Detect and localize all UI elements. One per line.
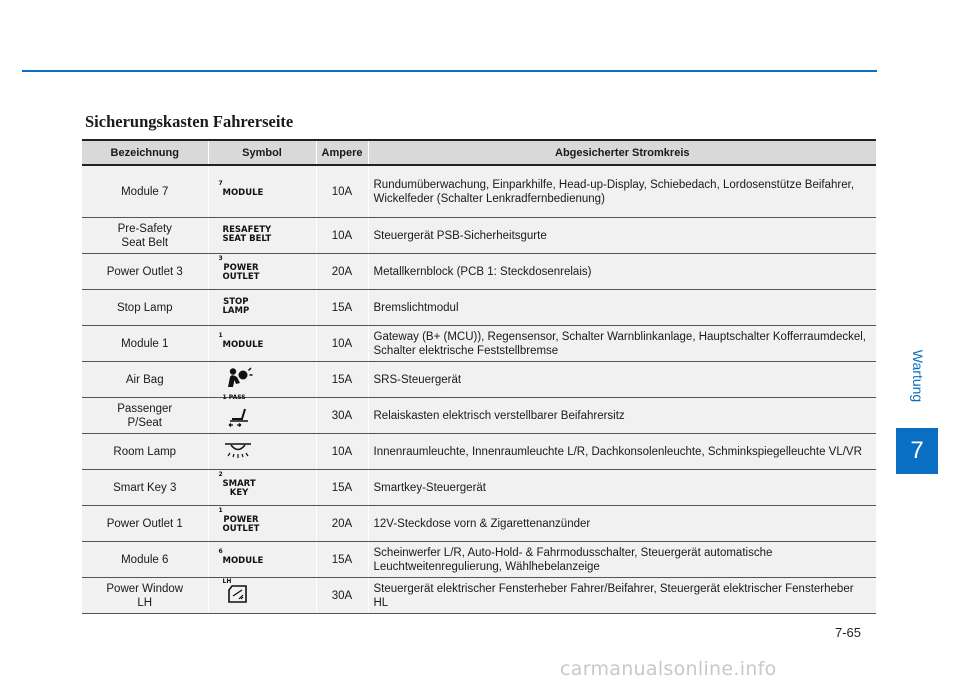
module-6-symbol [218, 547, 264, 566]
table-row [82, 398, 876, 434]
fuse-symbol-cell [208, 326, 316, 362]
table-row [82, 218, 876, 254]
fuse-ampere: 15A [316, 290, 368, 326]
fuse-circuit: Bremslichtmodul [368, 290, 876, 326]
fuse-circuit: Relaiskasten elektrisch verstellbarer Beifahrersitz [368, 398, 876, 434]
fuse-name: Stop Lamp [116, 301, 173, 314]
fuse-circuit: Metallkernblock (PCB 1: Steckdosenrelais) [368, 254, 876, 290]
fuse-name: Room Lamp [113, 445, 177, 458]
fuse-ampere: 15A [316, 470, 368, 506]
fuse-circuit: SRS-Steuergerät [368, 362, 876, 398]
fuse-circuit: 12V-Steckdose vorn & Zigarettenanzünder [368, 506, 876, 542]
symbol-text-line: SEAT BELT [222, 234, 272, 244]
fuse-ampere: 15A [316, 542, 368, 578]
column-header-stromkreis: Abgesicherter Stromkreis [368, 140, 876, 165]
module-7-symbol [218, 179, 264, 198]
symbol-text-line: OUTLET [222, 524, 260, 534]
fuse-name: Power Outlet 3 [106, 265, 183, 278]
fuse-ampere: 10A [316, 165, 368, 218]
fuse-circuit: Rundumüberwachung, Einparkhilfe, Head-up-Display, Schiebedach, Lordosenstütze Beifahrer, Wickelfeder (Schalter Lenkradfernbedienung) [368, 165, 876, 218]
symbol-label: 1 PASS [222, 393, 246, 401]
table-row [82, 165, 876, 218]
fuse-name: Module 6 [121, 553, 169, 566]
table-row [82, 542, 876, 578]
fuse-ampere: 10A [316, 326, 368, 362]
power-outlet-1-symbol [218, 507, 260, 534]
fuse-name-cell [82, 362, 208, 398]
fuse-name-cell [82, 326, 208, 362]
fuse-name-cell [82, 578, 208, 614]
fuse-table [82, 139, 876, 614]
stop-lamp-symbol [223, 298, 250, 316]
fuse-symbol-cell [208, 254, 316, 290]
fuse-circuit: Smartkey-Steuergerät [368, 470, 876, 506]
power-window-lh-icon [222, 577, 249, 604]
top-rule [22, 70, 877, 72]
symbol-text-line: STOP [223, 297, 249, 307]
fuse-name-cell [82, 254, 208, 290]
symbol-superscript: 6 [218, 547, 223, 555]
symbol-text-line: POWER [223, 263, 259, 273]
symbol-text-line: MODULE [222, 339, 264, 350]
symbol-label: LH [222, 577, 232, 585]
symbol-text-line: RESAFETY [222, 225, 272, 235]
power-outlet-3-symbol [218, 255, 260, 282]
table-row [82, 362, 876, 398]
fuse-circuit: Steuergerät elektrischer Fensterheber Fahrer/Beifahrer, Steuergerät elektrischer Fensterheber HL [368, 578, 876, 614]
fuse-name-cell [82, 165, 208, 218]
table-row [82, 326, 876, 362]
fuse-ampere: 20A [316, 254, 368, 290]
table-row [82, 254, 876, 290]
symbol-text-line: LAMP [222, 306, 250, 316]
column-header-ampere: Ampere [316, 140, 368, 165]
fuse-symbol-cell [208, 578, 316, 614]
fuse-name-cell [82, 470, 208, 506]
table-row [82, 290, 876, 326]
fuse-ampere: 15A [316, 362, 368, 398]
fuse-symbol-cell [208, 542, 316, 578]
symbol-text-line: MODULE [222, 187, 264, 198]
fuse-name-cell [82, 290, 208, 326]
table-row [82, 578, 876, 614]
column-header-bezeichnung: Bezeichnung [82, 140, 208, 165]
fuse-symbol-cell [208, 470, 316, 506]
fuse-ampere: 30A [316, 578, 368, 614]
column-header-symbol: Symbol [208, 140, 316, 165]
symbol-text-line: SMART [222, 479, 256, 489]
fuse-name: Module 7 [121, 185, 169, 198]
fuse-name: Passenger P/Seat [117, 402, 173, 429]
chapter-tab[interactable]: 7 [896, 428, 938, 474]
symbol-text-line: OUTLET [222, 272, 260, 282]
fuse-name-cell [82, 398, 208, 434]
room-lamp-icon [223, 441, 253, 459]
module-1-symbol [218, 331, 264, 350]
fuse-symbol-cell [208, 218, 316, 254]
fuse-name-cell [82, 218, 208, 254]
fuse-name-cell [82, 434, 208, 470]
fuse-symbol-cell [208, 290, 316, 326]
fuse-symbol-cell [208, 393, 316, 434]
table-header-row [82, 140, 876, 165]
symbol-text-line: MODULE [222, 555, 264, 566]
fuse-circuit: Innenraumleuchte, Innenraumleuchte L/R, Dachkonsolenleuchte, Schminkspiegelleuchte VL/VR [368, 434, 876, 470]
symbol-text-line: POWER [223, 515, 259, 525]
fuse-circuit: Scheinwerfer L/R, Auto-Hold- & Fahrmodusschalter, Steuergerät automatische Leuchtweitenregulierung, Wählhebelanzeige [368, 542, 876, 578]
fuse-name: Power Outlet 1 [106, 517, 183, 530]
symbol-text-line: KEY [229, 488, 249, 498]
symbol-superscript: 1 [218, 331, 223, 339]
fuse-name: Air Bag [125, 373, 164, 386]
airbag-icon [223, 367, 253, 389]
watermark: carmanualsonline.info [560, 658, 777, 680]
symbol-superscript: 7 [218, 179, 223, 187]
fuse-circuit: Gateway (B+ (MCU)), Regensensor, Schalter Warnblinkanlage, Hauptschalter Kofferraumdeckel, Schalter elektrische Feststellbremse [368, 326, 876, 362]
fuse-ampere: 30A [316, 398, 368, 434]
passenger-seat-icon [222, 393, 257, 427]
fuse-name: Power Window LH [106, 582, 184, 609]
table-row [82, 506, 876, 542]
fuse-name-cell [82, 542, 208, 578]
symbol-superscript: 1 [218, 507, 223, 514]
fuse-circuit: Steuergerät PSB-Sicherheitsgurte [368, 218, 876, 254]
fuse-name-cell [82, 506, 208, 542]
page-number: 7-65 [835, 625, 862, 640]
symbol-superscript: 3 [218, 255, 223, 262]
fuse-ampere: 10A [316, 434, 368, 470]
symbol-superscript: 2 [218, 471, 223, 478]
fuse-name: Module 1 [121, 337, 169, 350]
section-title: Sicherungskasten Fahrerseite [85, 112, 294, 131]
fuse-name: Pre-Safety Seat Belt [117, 222, 172, 249]
fuse-symbol-cell [208, 434, 316, 470]
chapter-side-label: Wartung [910, 349, 927, 403]
table-row [82, 434, 876, 470]
smart-key-symbol [218, 471, 256, 498]
fuse-ampere: 20A [316, 506, 368, 542]
fuse-symbol-cell [208, 165, 316, 218]
pre-safety-seat-belt-symbol [223, 226, 272, 244]
fuse-ampere: 10A [316, 218, 368, 254]
table-row [82, 470, 876, 506]
fuse-name: Smart Key 3 [113, 481, 177, 494]
fuse-symbol-cell [208, 506, 316, 542]
